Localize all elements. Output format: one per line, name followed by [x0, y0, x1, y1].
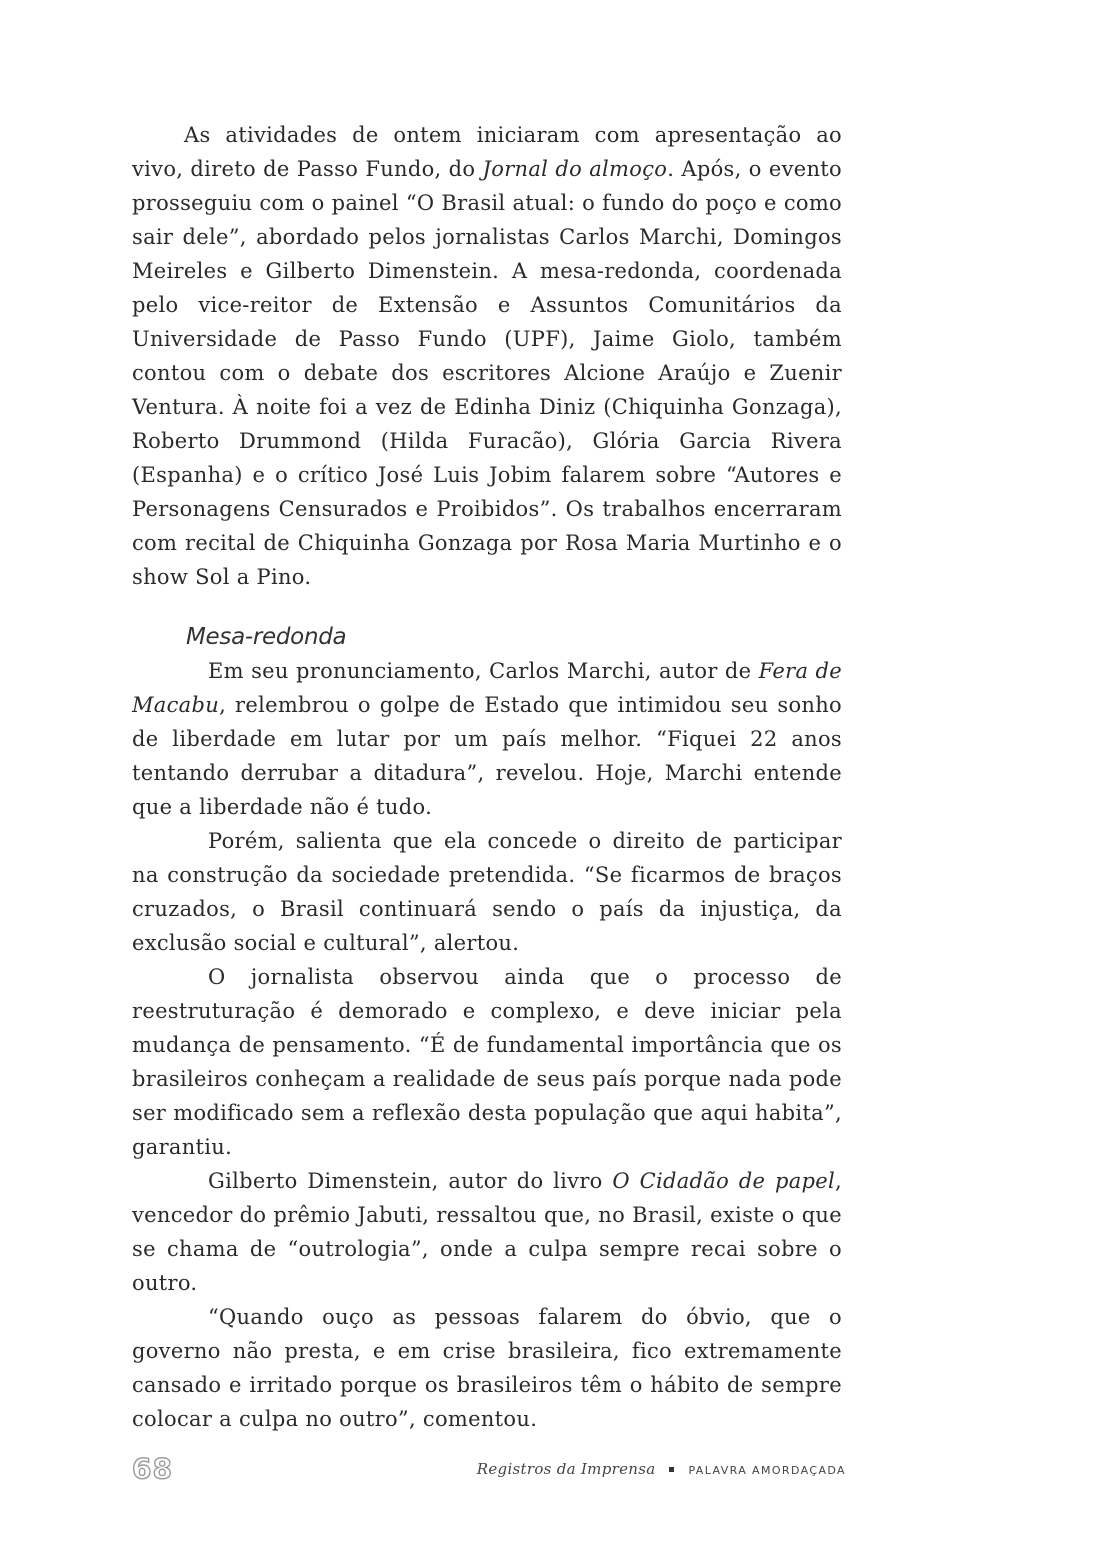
book-title: PALAVRA AMORDAÇADA: [688, 1464, 846, 1477]
paragraph-6: “Quando ouço as pessoas falarem do óbvio, que o governo não presta, e em crise brasileira, fico extremamente cansado e irritado porque os brasileiros têm o hábito de sempre colocar a culpa no outro”, comentou.: [132, 1305, 842, 1431]
paragraph-1-italic-title: Jornal do almoço: [482, 157, 668, 181]
page-number: 68: [132, 1452, 173, 1485]
article-body: [132, 118, 842, 1436]
section-gap: [132, 594, 842, 620]
running-head: [477, 1460, 846, 1478]
paragraph-2-text-a: Em seu pronunciamento, Carlos Marchi, autor de: [208, 659, 759, 683]
series-title: Registros da Imprensa: [476, 1460, 656, 1478]
paragraph-2-italic-title: Fera de Macabu: [132, 659, 842, 717]
paragraph-5-italic-title: O Cidadão de papel: [612, 1169, 836, 1193]
paragraph-5-text-c: , vencedor do prêmio Jabuti, ressaltou que, no Brasil, existe o que se chama de “outrologia”, onde a culpa sempre recai sobre o outro.: [132, 1169, 842, 1295]
paragraph-5-text-a: Gilberto Dimenstein, autor do livro: [208, 1169, 613, 1193]
paragraph-1-text-c: . Após, o evento prosseguiu com o painel “O Brasil atual: o fundo do poço e como sair dele”, abordado pelos jornalistas Carlos Marchi, Domingos Meireles e Gilberto Dimenstein. A mesa-redonda, coordenada pelo vice-reitor de Extensão e Assuntos Comunitários da Universidade de Passo Fundo (UPF), Jaime Giolo, também contou com o debate dos escritores Alcione Araújo e Zuenir Ventura. À noite foi a vez de Edinha Diniz (Chiquinha Gonzaga), Roberto Drummond (Hilda Furacão), Glória Garcia Rivera (Espanha) e o crítico José Luis Jobim falarem sobre “Autores e Personagens Censurados e Proibidos”. Os trabalhos encerraram com recital de Chiquinha Gonzaga por Rosa Maria Murtinho e o show Sol a Pino.: [132, 157, 842, 589]
paragraph-1-text-a: As atividades de ontem iniciaram com apresentação ao vivo, direto de Passo Fundo, do: [132, 123, 842, 181]
section-subheading: Mesa-redonda: [186, 624, 347, 650]
bullet-separator-icon: [669, 1467, 674, 1472]
paragraph-5: [132, 1164, 842, 1300]
paragraph-2: [132, 654, 842, 824]
paragraph-1: [132, 118, 842, 594]
page-footer: [132, 1452, 846, 1492]
paragraph-4: O jornalista observou ainda que o processo de reestruturação é demorado e complexo, e deve iniciar pela mudança de pensamento. “É de fundamental importância que os brasileiros conheçam a realidade de seus país porque nada pode ser modificado sem a reflexão desta população que aqui habita”, garantiu.: [132, 965, 842, 1159]
paragraph-3: Porém, salienta que ela concede o direito de participar na construção da sociedade pretendida. “Se ficarmos de braços cruzados, o Brasil continuará sendo o país da injustiça, da exclusão social e cultural”, alertou.: [132, 829, 842, 955]
paragraph-2-text-c: , relembrou o golpe de Estado que intimidou seu sonho de liberdade em lutar por um país melhor. “Fiquei 22 anos tentando derrubar a ditadura”, revelou. Hoje, Marchi entende que a liberdade não é tudo.: [132, 693, 842, 819]
